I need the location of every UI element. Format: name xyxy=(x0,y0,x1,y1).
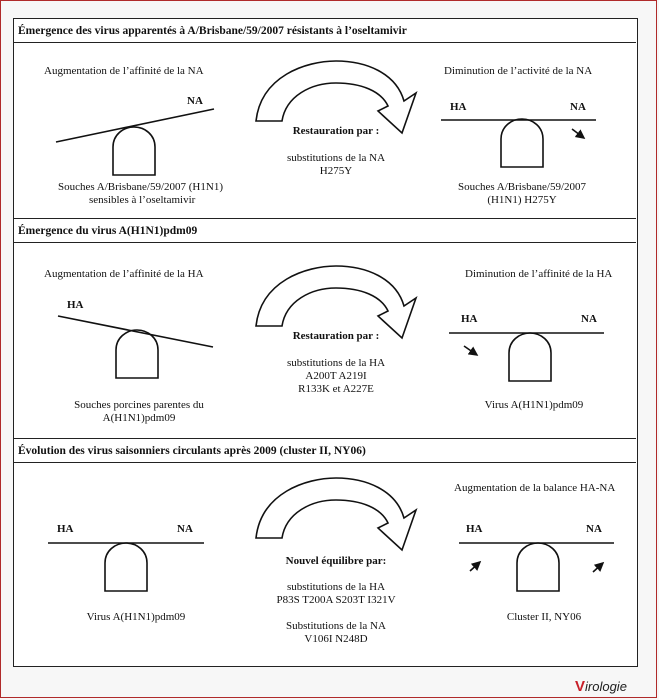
s1-middle-heading: Restauration par : xyxy=(292,125,380,137)
s3-right-fulcrum xyxy=(517,543,559,591)
s2-left-ha-label: HA xyxy=(67,299,84,311)
s2-left-caption-line1: Souches porcines parentes du xyxy=(74,399,204,411)
s3-curved-arrow-icon xyxy=(256,478,416,550)
s3-right-ha-label: HA xyxy=(466,523,483,535)
s1-right-ha-label: HA xyxy=(450,101,467,113)
s2-right-ha-label: HA xyxy=(461,313,478,325)
s3-na-up-arrow-icon xyxy=(593,563,603,572)
s2-right-na-label: NA xyxy=(581,313,597,325)
s2-right-caption-top: Diminution de l’affinité de la HA xyxy=(465,268,613,280)
s3-middle-line5: V106I N248D xyxy=(304,633,368,645)
s2-ha-down-arrow-icon xyxy=(464,346,477,355)
s1-left-fulcrum xyxy=(113,127,155,175)
s2-right-fulcrum xyxy=(509,333,551,381)
virologie-logo: Virologie xyxy=(575,678,627,695)
s1-right-caption-top: Diminution de l’activité de la NA xyxy=(444,65,593,77)
s3-left-na-label: NA xyxy=(177,523,193,535)
s1-middle-line1: substitutions de la NA xyxy=(286,152,386,164)
s2-curved-arrow-icon xyxy=(256,266,416,338)
s2-left-caption-top: Augmentation de l’affinité de la HA xyxy=(44,268,204,280)
s3-middle-heading: Nouvel équilibre par: xyxy=(285,555,387,567)
s2-middle-line3: R133K et A227E xyxy=(298,383,374,395)
s1-right-caption-line2: (H1N1) H275Y xyxy=(487,194,557,206)
s3-left-caption-line1: Virus A(H1N1)pdm09 xyxy=(86,611,186,623)
s1-right-na-label: NA xyxy=(570,101,586,113)
s1-curved-arrow-icon xyxy=(256,61,416,133)
s1-na-down-arrow-icon xyxy=(572,129,584,138)
s2-middle-line2: A200T A219I xyxy=(305,370,367,382)
s1-left-caption-line1: Souches A/Brisbane/59/2007 (H1N1) xyxy=(58,181,223,193)
s3-right-caption-line1: Cluster II, NY06 xyxy=(506,611,582,623)
s2-left-caption-line2: A(H1N1)pdm09 xyxy=(102,412,176,424)
s1-left-caption-line2: sensibles à l’oseltamivir xyxy=(89,194,196,206)
s3-middle-line1: substitutions de la HA xyxy=(286,581,386,593)
s1-right-caption-line1: Souches A/Brisbane/59/2007 xyxy=(457,181,587,193)
s3-left-fulcrum xyxy=(105,543,147,591)
s3-left-ha-label: HA xyxy=(57,523,74,535)
s2-left-fulcrum xyxy=(116,330,158,378)
section-2-header: Émergence du virus A(H1N1)pdm09 xyxy=(14,219,636,243)
s3-right-caption-top: Augmentation de la balance HA-NA xyxy=(454,482,616,494)
s3-middle-line4: Substitutions de la NA xyxy=(286,620,386,632)
s3-right-na-label: NA xyxy=(586,523,602,535)
figure-panel xyxy=(13,18,638,667)
s1-right-fulcrum xyxy=(501,119,543,167)
s3-middle-line2: P83S T200A S203T I321V xyxy=(276,594,396,606)
s2-middle-heading: Restauration par : xyxy=(292,330,380,342)
diagram-graphics xyxy=(14,19,636,665)
section-3-header: Évolution des virus saisonniers circulants après 2009 (cluster II, NY06) xyxy=(14,439,636,463)
s1-left-na-label: NA xyxy=(187,95,203,107)
s2-middle-line1: substitutions de la HA xyxy=(286,357,386,369)
s1-left-caption-top: Augmentation de l’affinité de la NA xyxy=(44,65,204,77)
section-1-header: Émergence des virus apparentés à A/Brisbane/59/2007 résistants à l’oseltamivir xyxy=(14,19,636,43)
s2-right-caption-line1: Virus A(H1N1)pdm09 xyxy=(484,399,584,411)
s3-ha-up-arrow-icon xyxy=(470,562,480,571)
s1-middle-line2: H275Y xyxy=(319,165,353,177)
